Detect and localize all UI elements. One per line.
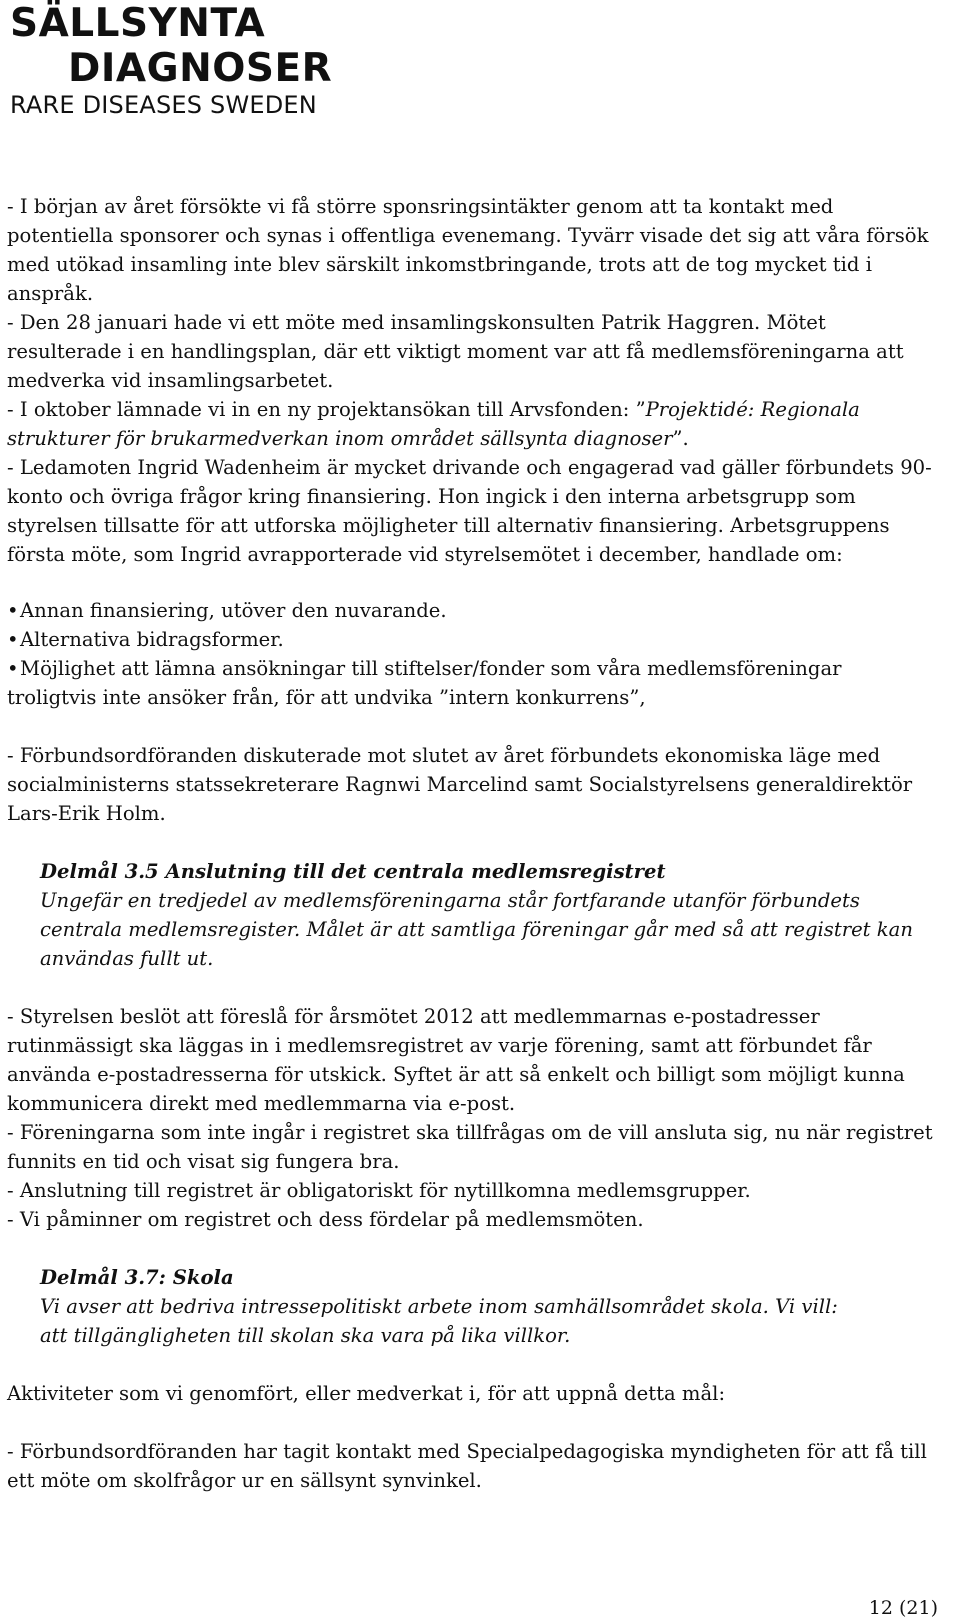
paragraph-school-contact: - Förbundsordföranden har tagit kontakt med Specialpedagogiska myndigheten för att få till ett möte om skolfrågor ur en sällsynt synvinkel. bbox=[7, 1440, 927, 1492]
goal-heading-3-5: Delmål 3.5 Anslutning till det centrala medlemsregistret bbox=[40, 860, 666, 883]
bullet-icon: • bbox=[7, 628, 19, 651]
paragraph-register-reminder: - Vi påminner om registret och dess fördelar på medlemsmöten. bbox=[7, 1208, 644, 1231]
goal-description-3-7-cont: att tillgängligheten till skolan ska vara på lika villkor. bbox=[40, 1324, 571, 1347]
goal-description-3-7: Vi avser att bedriva intressepolitiskt arbete inom samhällsområdet skola. Vi vill: bbox=[40, 1295, 838, 1318]
organization-logo bbox=[10, 1, 333, 119]
logo-line-3: RARE DISEASES SWEDEN bbox=[10, 91, 317, 119]
paragraph-mandatory-register: - Anslutning till registret är obligatoriskt för nytillkomna medlemsgrupper. bbox=[7, 1179, 751, 1202]
bullet-icon: • bbox=[7, 599, 19, 622]
page-number: 12 (21) bbox=[868, 1597, 938, 1619]
paragraph-email-register: - Styrelsen beslöt att föreslå för årsmötet 2012 att medlemmarnas e-postadresser rutinmässigt ska läggas in i medlemsregistret av varje förening, samt att förbundet får använda e-postadresserna för utskick. Syftet är att så enkelt och billigt som möjligt kunna kommunicera direkt med medlemmarna via e-post. bbox=[7, 1005, 905, 1115]
paragraph-financing-workgroup: - Ledamoten Ingrid Wadenheim är mycket drivande och engagerad vad gäller förbundets 90-konto och övriga frågor kring finansiering. Hon ingick i den interna arbetsgrupp som styrelsen tillsatte för att utforska möjligheter till alternativ finansiering. Arbetsgruppens första möte, som Ingrid avrapporterade vid styrelsemötet i december, handlade om: bbox=[7, 456, 932, 566]
list-item: •Möjlighet att lämna ansökningar till stiftelser/fonder som våra medlemsföreningar troligtvis inte ansöker från, för att undvika ”intern konkurrens”, bbox=[7, 654, 937, 712]
document-body bbox=[7, 192, 937, 1495]
paragraph-project-application bbox=[7, 395, 937, 453]
logo-line-2: DIAGNOSER bbox=[68, 46, 333, 91]
paragraph-sponsorship: - I början av året försökte vi få större sponsringsintäkter genom att ta kontakt med potentiella sponsorer och synas i offentliga evenemang. Tyvärr visade det sig att våra försök med utökad insamling inte blev särskilt inkomstbringande, trots att de tog mycket tid i anspråk. bbox=[7, 195, 929, 305]
project-title: Projektidé: Regionala strukturer för brukarmedverkan inom området sällsynta diagnoser bbox=[7, 398, 860, 450]
project-application-end: ”. bbox=[672, 427, 689, 450]
bullet-icon: • bbox=[7, 657, 19, 680]
list-item: •Annan finansiering, utöver den nuvarande. bbox=[7, 596, 937, 625]
financing-topics-list bbox=[7, 596, 937, 712]
paragraph-meeting-consultant: - Den 28 januari hade vi ett möte med insamlingskonsulten Patrik Haggren. Mötet resulterade i en handlingsplan, där ett viktigt moment var att få medlemsföreningarna att medverka vid insamlingsarbetet. bbox=[7, 311, 904, 392]
paragraph-economic-discussion: - Förbundsordföranden diskuterade mot slutet av året förbundets ekonomiska läge med socialministerns statssekreterare Ragnwi Marcelind samt Socialstyrelsens generaldirektör Lars-Erik Holm. bbox=[7, 744, 913, 825]
logo-line-1: SÄLLSYNTA bbox=[10, 1, 266, 46]
goal-description-3-5: Ungefär en tredjedel av medlemsföreningarna står fortfarande utanför förbundets centrala medlemsregister. Målet är att samtliga föreningar går med så att registret kan användas fullt ut. bbox=[40, 889, 913, 970]
list-item: •Alternativa bidragsformer. bbox=[7, 625, 937, 654]
paragraph-associations-register: - Föreningarna som inte ingår i registret ska tillfrågas om de vill ansluta sig, nu när registret funnits en tid och visat sig fungera bra. bbox=[7, 1121, 933, 1173]
goal-section-3-5 bbox=[7, 857, 937, 973]
goal-heading-3-7: Delmål 3.7: Skola bbox=[40, 1266, 234, 1289]
paragraph-activities-intro: Aktiviteter som vi genomfört, eller medverkat i, för att uppnå detta mål: bbox=[7, 1382, 726, 1405]
goal-section-3-7 bbox=[7, 1263, 937, 1350]
project-application-text: - I oktober lämnade vi in en ny projektansökan till Arvsfonden: ” bbox=[7, 398, 646, 421]
